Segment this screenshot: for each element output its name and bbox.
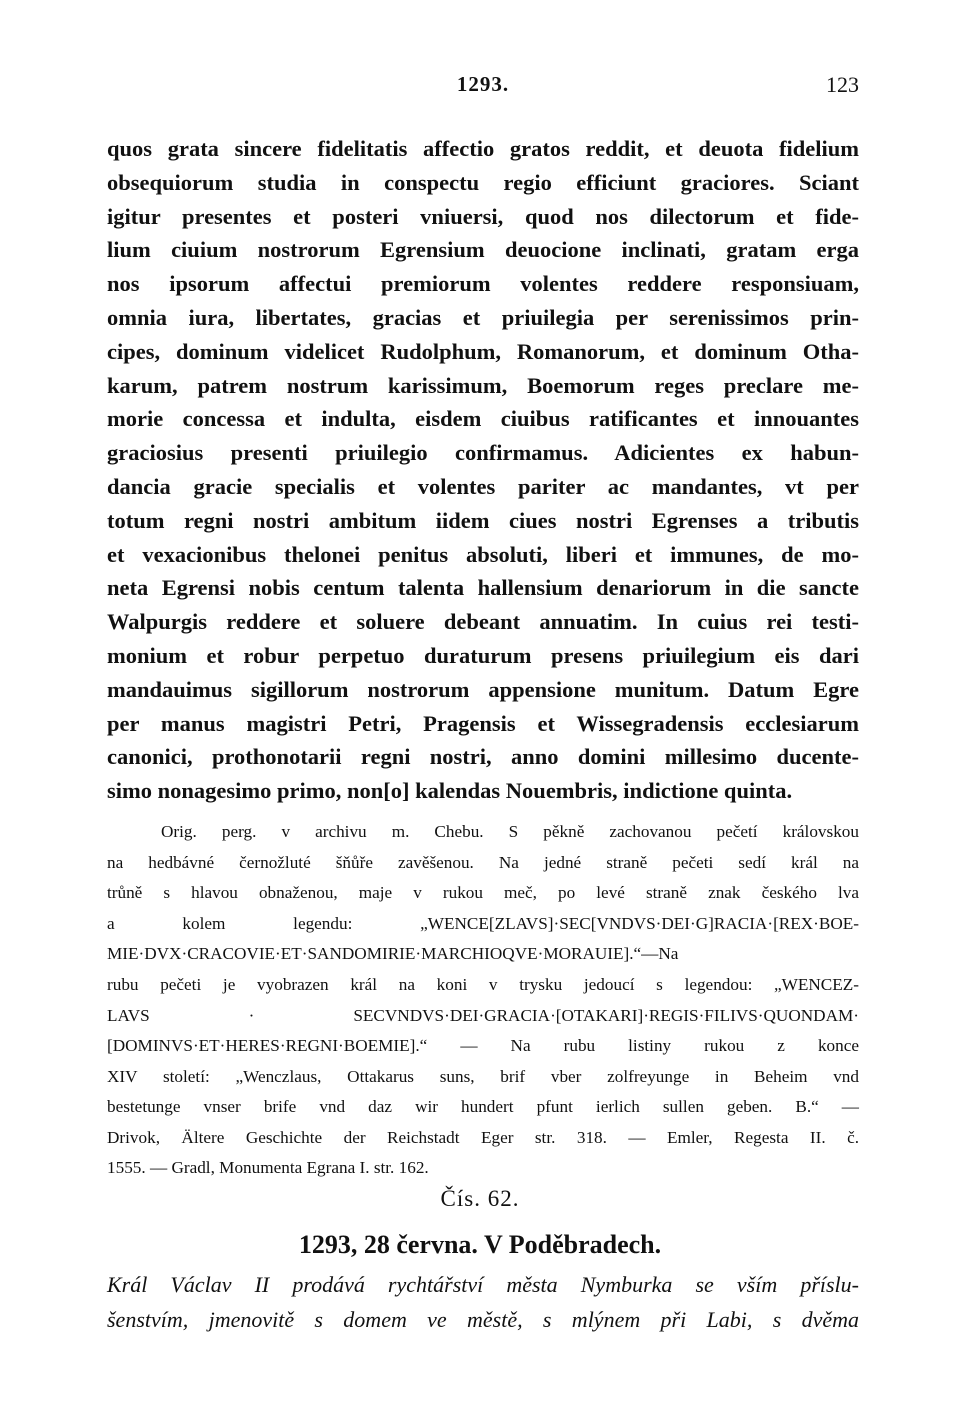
text-line: quos grata sincere fidelitatis affectio gratos reddit, et deuota fidelium (107, 136, 859, 161)
note-line: a kolem legendu: „WENCE[ZLAVS]·SEC[VNDVS·DEI·G]RACIA·[REX·BOE- (107, 913, 859, 933)
note-line: [DOMINVS·ET·HERES·REGNI·BOEMIE].“ — Na rubu listiny rukou z konce (107, 1036, 859, 1056)
note-line: Drivok, Ältere Geschichte der Reichstadt Eger str. 318. — Emler, Regesta II. č. (107, 1127, 859, 1147)
text-line: graciosius presenti priuilegio confirmamus. Adicientes ex habun- (107, 440, 859, 466)
text-line: et vexacionibus thelonei penitus absoluti, liberi et immunes, de mo- (107, 541, 859, 567)
note-line: 1555. — Gradl, Monumenta Egrana I. str. 162. (107, 1158, 429, 1178)
text-line: per manus magistri Petri, Pragensis et Wissegradensis ecclesiarum (107, 710, 859, 736)
summary-line: Král Václav II prodává rychtářství města Nymburka se vším příslu- (107, 1272, 859, 1297)
text-line: karum, patrem nostrum karissimum, Boemorum reges preclare me- (107, 372, 859, 398)
text-line: simo nonagesimo primo, non[o] kalendas Nouembris, indictione quinta. (107, 778, 793, 804)
note-line: na hedbávné černožluté šňůře zavěšenou. Na jedné straně pečeti sedí král na (107, 852, 859, 872)
document-number: Čís. 62. (440, 1186, 520, 1211)
text-line: dancia gracie specialis et volentes pariter ac mandantes, vt per (107, 473, 859, 499)
text-line: obsequiorum studia in conspectu regio efficiunt graciores. Sciant (107, 169, 859, 195)
text-line: cipes, dominum videlicet Rudolphum, Romanorum, et dominum Otha- (107, 338, 859, 364)
text-line: omnia iura, libertates, gracias et priuilegia per serenissimos prin- (107, 304, 859, 330)
running-header-year: 1293. (456, 72, 510, 96)
charter-main-paragraph (107, 132, 859, 808)
note-line: MIE·DVX·CRACOVIE·ET·SANDOMIRIE·MARCHIOQVE·MORAUIE].“—Na (107, 944, 679, 964)
text-line: Walpurgis reddere et soluere debeant annuatim. In cuius rei testi- (107, 609, 859, 635)
note-line: bestetunge vnser brife vnd daz wir hundert pfunt ierlich sullen geben. B.“ — (107, 1097, 859, 1117)
text-line: monium et robur perpetuo duraturum presens priuilegium eis dari (107, 642, 859, 668)
text-line: mandauimus sigillorum nostrorum appensione munitum. Datum Egre (107, 676, 859, 702)
archival-note (107, 817, 859, 1184)
summary-line: šenstvím, jmenovitě s domem ve městě, s mlýnem při Labi, s dvěma (107, 1307, 859, 1332)
note-line: rubu pečeti je vyobrazen král na koni v trysku jedoucí s legendou: „WENCEZ- (107, 974, 859, 994)
text-line: igitur presentes et posteri vniuersi, quod nos dilectorum et fide- (107, 203, 859, 229)
text-line: lium ciuium nostrorum Egrensium deuocione inclinati, gratam erga (107, 237, 859, 263)
text-line: canonici, prothonotarii regni nostri, anno domini millesimo ducente- (107, 744, 859, 770)
note-line: Orig. perg. v archivu m. Chebu. S pěkně zachovanou pečetí královskou (161, 821, 859, 841)
page-number: 123 (826, 72, 859, 97)
running-header (107, 72, 859, 102)
document-summary (107, 1267, 859, 1337)
document-heading: 1293, 28 června. V Poděbradech. (298, 1230, 662, 1259)
charter-text (107, 132, 859, 1184)
text-line: totum regni nostri ambitum iidem ciues nostri Egrenses a tributis (107, 507, 859, 533)
text-line: nos ipsorum affectui premiorum volentes reddere responsiuam, (107, 271, 859, 297)
note-line: XIV století: „Wenczlaus, Ottakarus suns, brif vber zolfreyunge in Beheim vnd (107, 1066, 859, 1086)
note-line: LAVS · SECVNDVS·DEI·GRACIA·[OTAKARI]·REGIS·FILIVS·QUONDAM· (107, 1005, 859, 1025)
note-line: trůně s hlavou obnaženou, maje v rukou meč, po levé straně znak českého lva (107, 883, 859, 903)
text-line: neta Egrensi nobis centum talenta hallensium denariorum in die sancte (107, 575, 859, 601)
text-line: morie concessa et indulta, eisdem ciuibus ratificantes et innouantes (107, 406, 859, 432)
